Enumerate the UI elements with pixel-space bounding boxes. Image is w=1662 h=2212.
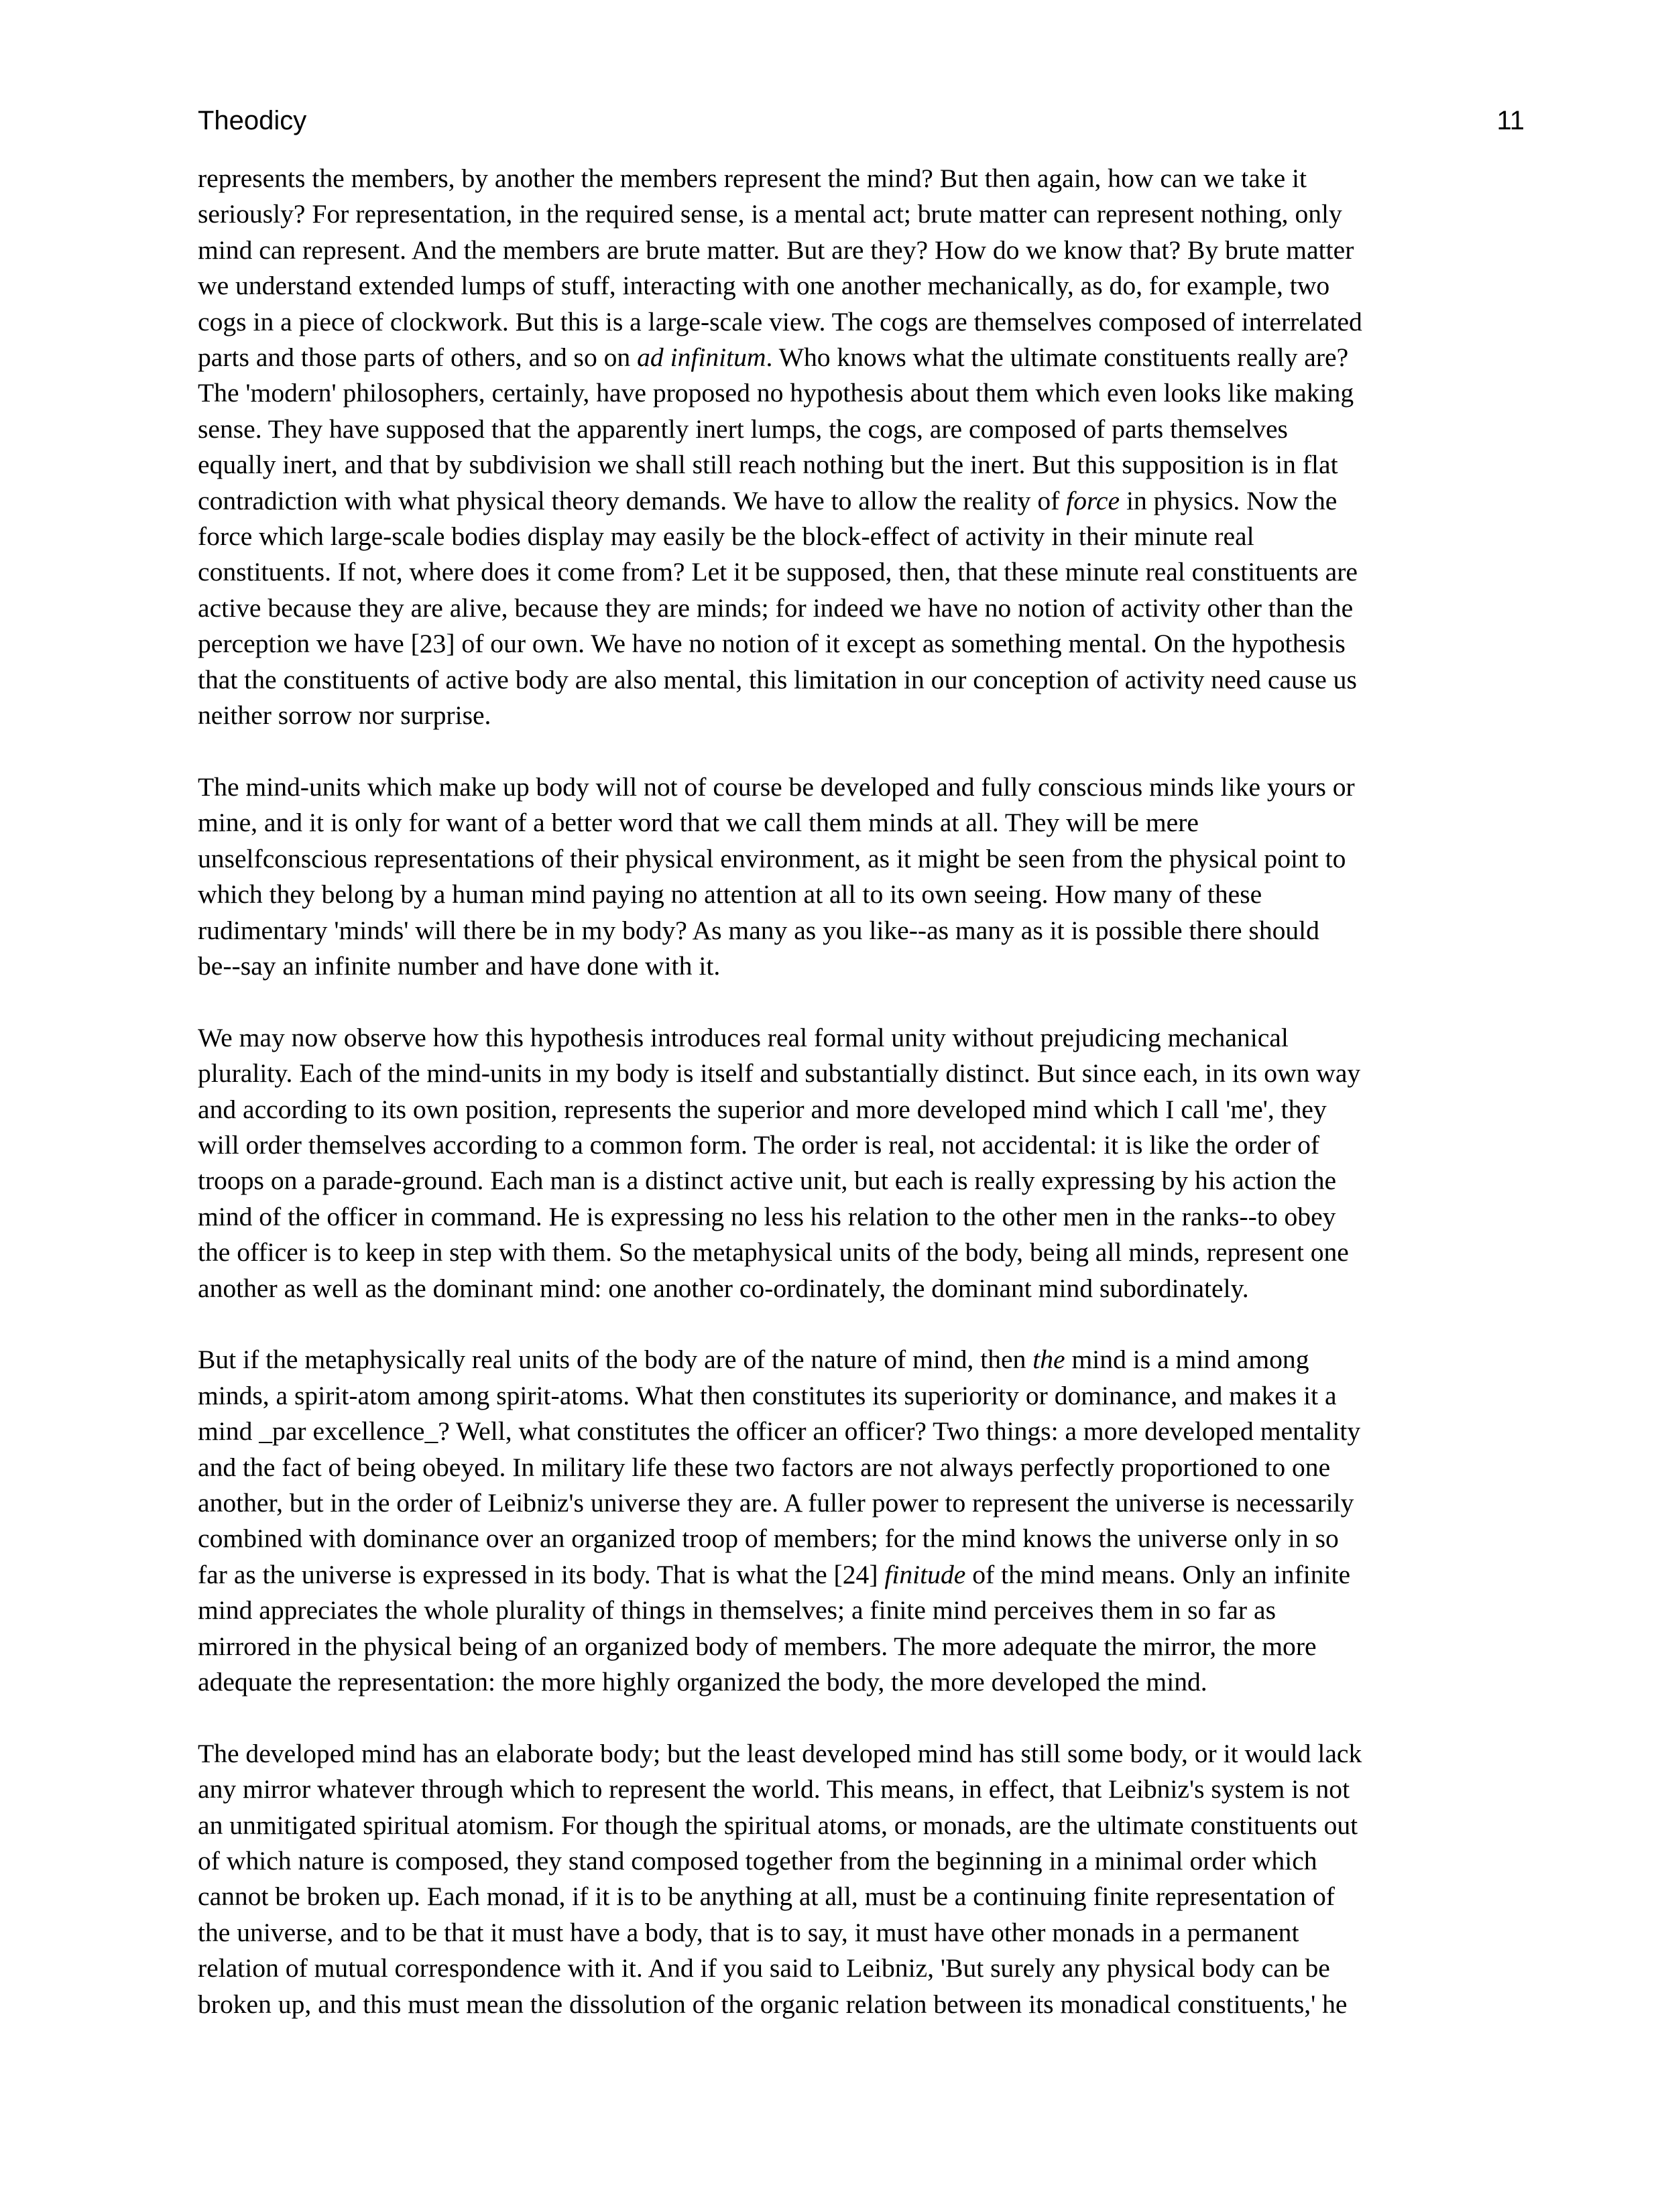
text-span: unselfconscious representations of their physical environment, as it might be seen from the physical point to	[198, 843, 1346, 873]
text-line	[198, 268, 1532, 304]
text-span: any mirror whatever through which to represent the world. This means, in effect, that Leibniz's system is not	[198, 1774, 1350, 1804]
text-line	[198, 1092, 1532, 1127]
text-span: and according to its own position, represents the superior and more developed mind which I call 'me', they	[198, 1094, 1327, 1124]
text-line	[198, 483, 1532, 519]
text-line	[198, 1843, 1532, 1879]
text-line	[198, 1235, 1532, 1270]
text-span: which they belong by a human mind paying no attention at all to its own seeing. How many of these	[198, 879, 1262, 910]
text-line	[198, 698, 1532, 733]
text-span: rudimentary 'minds' will there be in my body? As many as you like--as many as it is possible there should	[198, 915, 1319, 945]
text-span: broken up, and this must mean the dissolution of the organic relation between its monadical constituents,' he	[198, 1989, 1348, 2019]
text-line	[198, 913, 1532, 948]
text-line	[198, 1629, 1532, 1664]
text-span: . Who knows what the ultimate constituents really are?	[766, 343, 1349, 373]
text-line	[198, 805, 1532, 841]
text-span: minds, a spirit-atom among spirit-atoms. What then constitutes its superiority or dominance, and makes it a	[198, 1380, 1337, 1410]
text-span: the universe, and to be that it must have a body, that is to say, it must have other monads in a permanent	[198, 1917, 1299, 1947]
paragraph	[198, 770, 1532, 984]
page-header	[198, 101, 1525, 141]
text-span: mine, and it is only for want of a better word that we call them minds at all. They will be mere	[198, 808, 1199, 838]
paragraph	[198, 1736, 1532, 2022]
text-line	[198, 1593, 1532, 1628]
text-span: another as well as the dominant mind: one another co-ordinately, the dominant mind subordinately.	[198, 1273, 1249, 1303]
text-line	[198, 1414, 1532, 1449]
text-line	[198, 1521, 1532, 1556]
text-line	[198, 1736, 1532, 1772]
text-line	[198, 1485, 1532, 1521]
text-span: The mind-units which make up body will not of course be developed and fully conscious minds like yours or	[198, 772, 1355, 802]
running-title: Theodicy	[198, 106, 307, 135]
text-span: be--say an infinite number and have done with it.	[198, 950, 721, 981]
paragraph	[198, 161, 1532, 734]
text-line	[198, 1056, 1532, 1091]
text-span: in physics. Now the	[1120, 485, 1338, 515]
text-line	[198, 1664, 1532, 1700]
text-line	[198, 1450, 1532, 1485]
text-span: contradiction with what physical theory demands. We have to allow the reality of	[198, 485, 1067, 515]
text-span: sense. They have supposed that the apparently inert lumps, the cogs, are composed of parts themselves	[198, 414, 1288, 444]
text-span: plurality. Each of the mind-units in my body is itself and substantially distinct. But since each, in its own way	[198, 1058, 1361, 1089]
text-line	[198, 1020, 1532, 1056]
text-span: cogs in a piece of clockwork. But this is a large-scale view. The cogs are themselves composed of interrelated	[198, 306, 1362, 336]
text-span: equally inert, and that by subdivision we shall still reach nothing but the inert. But this supposition is in flat	[198, 450, 1338, 480]
text-line	[198, 1271, 1532, 1306]
text-span: The 'modern' philosophers, certainly, have proposed no hypothesis about them which even looks like making	[198, 378, 1354, 408]
text-span: troops on a parade-ground. Each man is a distinct active unit, but each is really expressing by his action the	[198, 1166, 1337, 1196]
text-span: We may now observe how this hypothesis introduces real formal unity without prejudicing mechanical	[198, 1022, 1289, 1052]
text-line	[198, 375, 1532, 411]
text-span: adequate the representation: the more highly organized the body, the more developed the mind.	[198, 1667, 1207, 1697]
text-line	[198, 196, 1532, 232]
text-line	[198, 340, 1532, 375]
text-line	[198, 1342, 1532, 1377]
text-line	[198, 1557, 1532, 1593]
text-line	[198, 1163, 1532, 1199]
text-span: another, but in the order of Leibniz's universe they are. A fuller power to represent the universe is necessarily	[198, 1487, 1354, 1518]
text-span: force which large-scale bodies display may easily be the block-effect of activity in their minute real	[198, 521, 1254, 552]
text-span: of which nature is composed, they stand composed together from the beginning in a minimal order which	[198, 1846, 1317, 1876]
text-span: perception we have [23] of our own. We have no notion of it except as something mental. On the hypothesis	[198, 629, 1346, 659]
text-span: The developed mind has an elaborate body; but the least developed mind has still some body, or it would lack	[198, 1738, 1362, 1768]
text-span: active because they are alive, because they are minds; for indeed we have no notion of activity other than the	[198, 593, 1354, 623]
text-span: and the fact of being obeyed. In military life these two factors are not always perfectly proportioned to one	[198, 1452, 1331, 1482]
text-line	[198, 447, 1532, 483]
text-span: that the constituents of active body are also mental, this limitation in our conception of activity need cause us	[198, 664, 1357, 694]
text-span: mind is a mind among	[1065, 1345, 1309, 1375]
text-line	[198, 161, 1532, 196]
text-line	[198, 626, 1532, 662]
text-line	[198, 519, 1532, 554]
text-line	[198, 1915, 1532, 1951]
text-span: mirrored in the physical being of an organized body of members. The more adequate the mirror, the more	[198, 1631, 1317, 1661]
paragraph	[198, 1020, 1532, 1306]
text-span: of the mind means. Only an infinite	[965, 1559, 1351, 1589]
text-span: combined with dominance over an organized troop of members; for the mind knows the universe only in so	[198, 1524, 1339, 1554]
text-line	[198, 304, 1532, 340]
text-span: mind appreciates the whole plurality of things in themselves; a finite mind perceives them in so far as	[198, 1595, 1276, 1625]
text-span: parts and those parts of others, and so on	[198, 343, 638, 373]
text-line	[198, 591, 1532, 626]
text-span: But if the metaphysically real units of the body are of the nature of mind, then	[198, 1345, 1033, 1375]
text-line	[198, 662, 1532, 698]
italic-text: force	[1066, 485, 1120, 515]
text-line	[198, 233, 1532, 268]
text-span: relation of mutual correspondence with it. And if you said to Leibniz, 'But surely any physical body can be	[198, 1953, 1330, 1983]
text-span: we understand extended lumps of stuff, interacting with one another mechanically, as do, for example, two	[198, 271, 1330, 301]
text-span: an unmitigated spiritual atomism. For though the spiritual atoms, or monads, are the ultimate constituents out	[198, 1810, 1358, 1840]
body-text	[198, 161, 1532, 2022]
text-span: cannot be broken up. Each monad, if it is to be anything at all, must be a continuing finite representation of	[198, 1882, 1335, 1912]
text-line	[198, 1808, 1532, 1843]
text-line	[198, 948, 1532, 984]
text-span: neither sorrow nor surprise.	[198, 700, 491, 731]
text-span: constituents. If not, where does it come from? Let it be supposed, then, that these minute real constituents are	[198, 557, 1358, 587]
text-line	[198, 1951, 1532, 1986]
text-span: mind of the officer in command. He is expressing no less his relation to the other men in the ranks--to obey	[198, 1201, 1336, 1231]
italic-text: the	[1032, 1345, 1065, 1375]
text-span: the officer is to keep in step with them. So the metaphysical units of the body, being all minds, represent one	[198, 1237, 1349, 1268]
text-span: represents the members, by another the members represent the mind? But then again, how can we take it	[198, 164, 1307, 193]
text-line	[198, 554, 1532, 590]
text-line	[198, 1987, 1532, 2022]
text-line	[198, 877, 1532, 912]
text-span: mind _par excellence_? Well, what constitutes the officer an officer? Two things: a more developed mentality	[198, 1416, 1361, 1447]
text-line	[198, 1127, 1532, 1163]
text-line	[198, 1199, 1532, 1235]
text-span: seriously? For representation, in the required sense, is a mental act; brute matter can represent nothing, only	[198, 199, 1342, 229]
text-line	[198, 412, 1532, 447]
text-line	[198, 770, 1532, 805]
text-line	[198, 841, 1532, 877]
text-span: will order themselves according to a common form. The order is real, not accidental: it is like the order of	[198, 1129, 1320, 1160]
text-line	[198, 1378, 1532, 1414]
italic-text: ad infinitum	[637, 343, 766, 373]
text-line	[198, 1772, 1532, 1807]
text-span: far as the universe is expressed in its body. That is what the [24]	[198, 1559, 885, 1589]
page-number: 11	[1496, 106, 1525, 135]
text-line	[198, 1879, 1532, 1914]
italic-text: finitude	[884, 1559, 966, 1589]
paragraph	[198, 1342, 1532, 1700]
text-span: mind can represent. And the members are brute matter. But are they? How do we know that? By brute matter	[198, 235, 1354, 265]
